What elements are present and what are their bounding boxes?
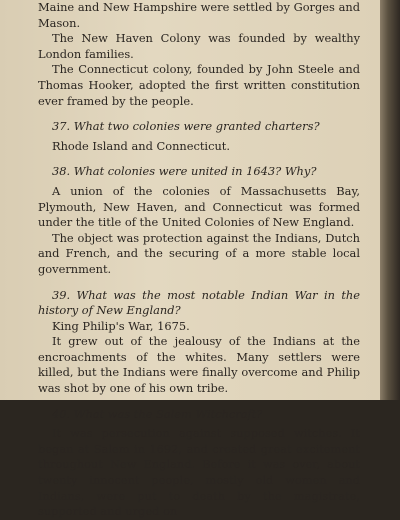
answer-40-paragraph: It was persecution against supposed witches. It began at Salem in 1692, and created great excitement throughout New England. Before it was over, about twenty innocent people, mostly old women and Indians, were put to death by the magistrate, supported and urged on [38,426,360,519]
intro-paragraph-1: Maine and New Hampshire were settled by Gorges and Mason. [38,0,360,30]
intro-paragraph-2: The New Haven Colony was founded by wealthy London families. [38,31,360,61]
question-39: 39. What was the most notable Indian War in the history of New England? [38,287,360,318]
answer-37-paragraph: Rhode Island and Connecticut. [52,138,230,153]
question-38: 38. What colonies were united in 1643? Why? [52,164,317,179]
page-text [38,0,360,520]
answer-38-paragraph-2: The object was protection against the Indians, Dutch and French, and the securing of a more stable local government. [38,230,360,276]
question-37: 37. What two colonies were granted charters? [52,119,320,134]
question-40: 40. What was the Salem Witchcraft? [52,406,263,421]
page-edge-shadow [380,0,400,400]
answer-38-paragraph-1: A union of the colonies of Massachusetts Bay, Plymouth, New Haven, and Connecticut was formed under the title of the United Colonies of New England. [38,183,360,230]
answer-39-paragraph-1: King Philip's War, 1675. [52,318,190,333]
answer-39-paragraph-2: It grew out of the jealousy of the Indians at the encroachments of the whites. Many settlers were killed, but the Indians were finally overcome and Philip was shot by one of his own tribe. [38,334,360,396]
intro-paragraph-3: The Connecticut colony, founded by John Steele and Thomas Hooker, adopted the first written constitution ever framed by the people. [38,62,360,108]
